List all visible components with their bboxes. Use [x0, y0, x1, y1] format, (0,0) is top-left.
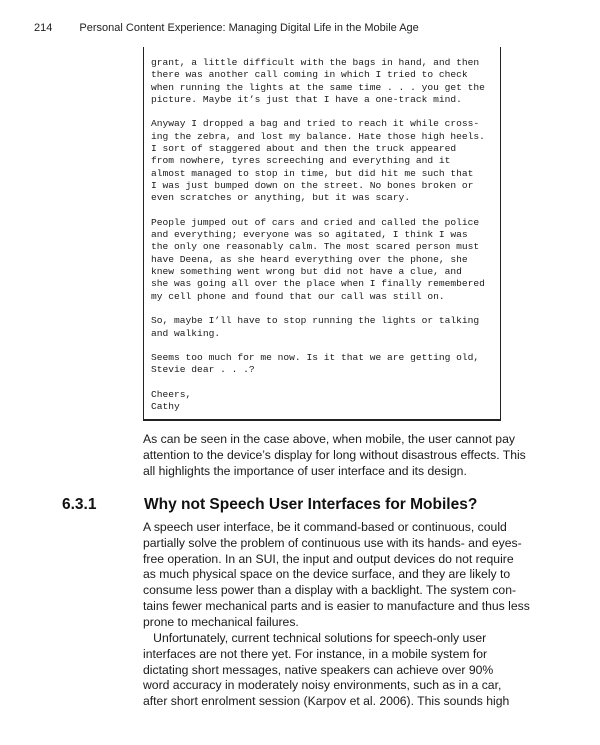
email-signoff: Cheers, Cathy [151, 389, 192, 413]
running-title: Personal Content Experience: Managing Digital Life in the Mobile Age [79, 22, 419, 34]
email-paragraph: Anyway I dropped a bag and tried to reach it while cross- ing the zebra, and lost my balance. Hate those high heels. I sort of staggered about and then the truck appeared from nowhere, tyres screeching and everything and it almost managed to stop in time, but did hit me such that I was just bumped down on the street. No bones broken or even scratches or anything, but it was scary. [151, 118, 485, 204]
section-paragraph-1: A speech user interface, be it command-based or continuous, could partially solve the problem of continuous use with its hands- and eyes- free operation. In an SUI, the input and output devices do not require as much physical space on the device surface, and they are likely to consume less power than a display with a backlight. The system con- tains fewer mechanical parts and is easier to manufacture and thus less prone to mechanical failures. [143, 520, 530, 629]
email-paragraph: Seems too much for me now. Is it that we are getting old, Stevie dear . . .? [151, 352, 480, 376]
running-header [34, 22, 419, 34]
intro-paragraph: As can be seen in the case above, when mobile, the user cannot pay attention to the device’s display for long without disastrous effects. This all highlights the importance of user interface and its design. [143, 432, 526, 478]
section-paragraph-2: Unfortunately, current technical solutions for speech-only user interfaces are not there yet. For instance, in a mobile system for dictating short messages, native speakers can achieve over 90% word accuracy in moderately noisy environments, such as in a car, after short enrolment session (Karpov et al. 2006). This sounds high [143, 631, 510, 709]
email-paragraph: People jumped out of cars and cried and called the police and everything; everyone was so agitated, I think I was the only one reasonably calm. The most scared person must have Deena, as she heard everything over the phone, she knew something went wrong but did not have a clue, and she was going all over the place when I finally remembered my cell phone and found that our call was still on. [151, 216, 485, 302]
email-paragraph: So, maybe I’ll have to stop running the lights or talking and walking. [151, 315, 480, 339]
email-text [151, 57, 496, 426]
section-title: Why not Speech User Interfaces for Mobiles? [144, 496, 478, 513]
email-paragraph: grant, a little difficult with the bags in hand, and then there was another call coming in which I tried to check when running the lights at the same time . . . you get the picture. Maybe it’s just that I have a one-track mind. [151, 57, 485, 105]
section-number: 6.3.1 [62, 496, 97, 513]
page-number: 214 [34, 22, 53, 34]
section-heading [62, 496, 477, 514]
